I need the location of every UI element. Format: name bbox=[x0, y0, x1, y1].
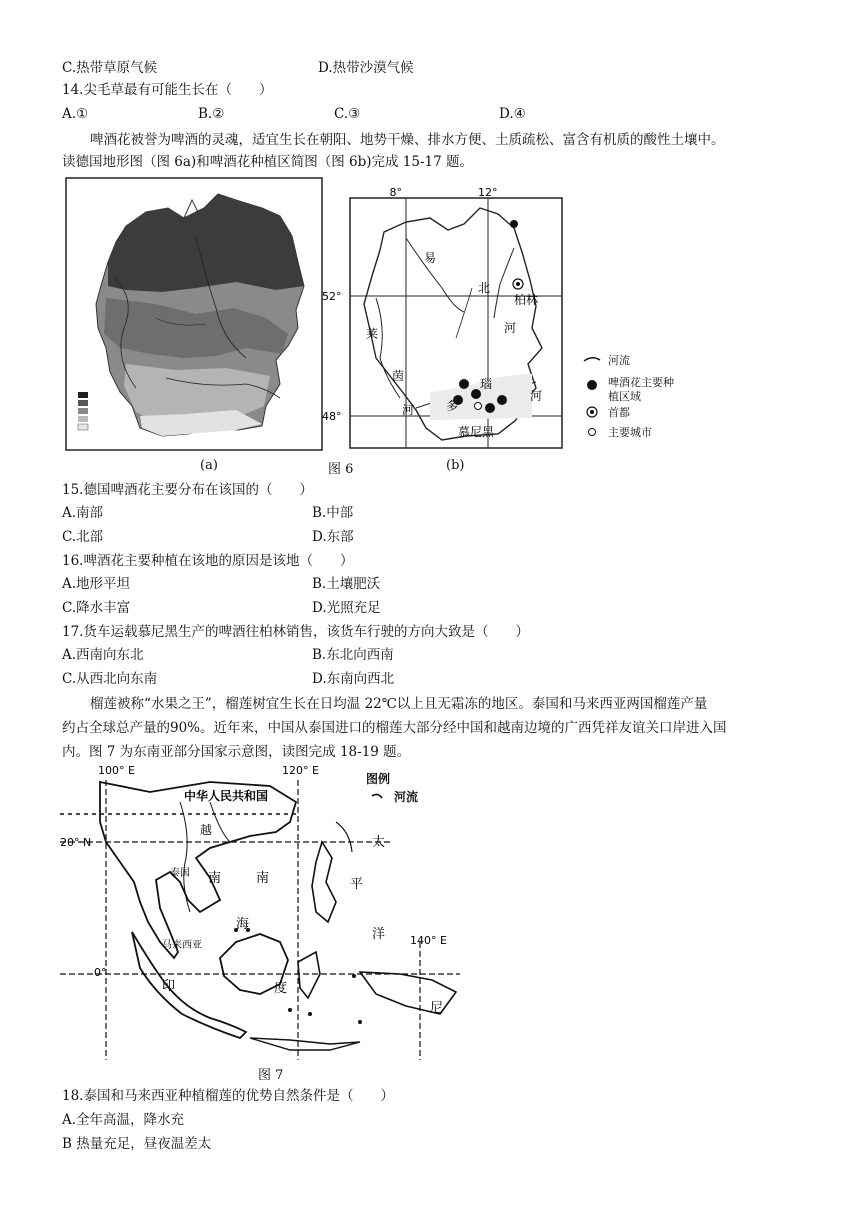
q14-option-d: D.④ bbox=[499, 106, 526, 122]
label-china: 中华人民共和国 bbox=[184, 789, 269, 803]
q17-option-a: A.西南向东北 bbox=[62, 647, 144, 663]
label-elbe-1: 易 bbox=[424, 251, 437, 265]
label-indonesia-3: 尼 bbox=[430, 1001, 444, 1016]
figure-6a-germany-relief-map bbox=[66, 178, 322, 450]
q16-option-a: A.地形平坦 bbox=[62, 576, 131, 592]
q17-option-d: D.东南向西北 bbox=[312, 671, 395, 687]
q14-option-c: C.③ bbox=[334, 106, 361, 122]
city-legend-icon bbox=[589, 429, 596, 436]
q18-option-b: B 热量充足，昼夜温差太 bbox=[62, 1136, 212, 1152]
munich-city-marker bbox=[475, 403, 482, 410]
legend-hops-label: 啤酒花主要种植区域 bbox=[608, 376, 674, 403]
lon-label-8: 8° bbox=[389, 186, 402, 199]
hops-area-marker bbox=[497, 395, 507, 405]
q14-stem: 14.尖毛草最有可能生长在（ ） bbox=[62, 82, 273, 98]
q13-option-d: D.热带沙漠气候 bbox=[318, 60, 414, 76]
q16-option-b: B.土壤肥沃 bbox=[312, 576, 381, 592]
hops-intro-line1: 啤酒花被誉为啤酒的灵魂，适宜生长在朝阳、地势干燥、排水方便、土质疏松、富含有机质的酸性土壤中。 bbox=[90, 132, 725, 148]
figure-6-title: 图 6 bbox=[328, 462, 354, 477]
hops-area-marker bbox=[459, 379, 469, 389]
lon-label-120e: 120° E bbox=[282, 764, 319, 777]
lon-label-12: 12° bbox=[478, 186, 498, 199]
q15-stem: 15.德国啤酒花主要分布在该国的（ ） bbox=[62, 482, 313, 498]
figure-6b-legend bbox=[582, 352, 702, 442]
label-rhine-1: 莱 bbox=[366, 327, 379, 341]
hops-area-marker bbox=[485, 403, 495, 413]
lat-label-52: 52° bbox=[322, 290, 342, 303]
lat-label-48: 48° bbox=[322, 410, 342, 423]
legend-capital-label: 首都 bbox=[608, 406, 630, 419]
durian-intro-line3: 内。图 7 为东南亚部分国家示意图，读图完成 18-19 题。 bbox=[62, 744, 411, 760]
label-malaysia: 马来西亚 bbox=[162, 940, 202, 951]
durian-intro-line1: 榴莲被称“水果之王”，榴莲树宜生长在日均温 22℃以上且无霜冻的地区。泰国和马来西亚两国榴莲产量 bbox=[90, 696, 708, 712]
label-south-china-sea-3: 海 bbox=[236, 917, 250, 932]
q18-option-a: A.全年高温，降水充 bbox=[62, 1112, 185, 1128]
legend-river-label: 河流 bbox=[608, 354, 630, 367]
figure-6b-hops-map bbox=[322, 186, 566, 452]
figure-7-southeast-asia-map bbox=[60, 762, 480, 1060]
q17-stem: 17.货车运载慕尼黑生产的啤酒往柏林销售，该货车行驶的方向大致是（ ） bbox=[62, 624, 529, 640]
label-vietnam: 越 bbox=[200, 823, 213, 837]
label-danube-1: 多 bbox=[446, 399, 459, 413]
label-berlin: 柏林 bbox=[514, 293, 539, 307]
q16-stem: 16.啤酒花主要种植在该地的原因是该地（ ） bbox=[62, 553, 354, 569]
q13-option-c: C.热带草原气候 bbox=[62, 60, 158, 76]
q17-option-c: C.从西北向东南 bbox=[62, 671, 158, 687]
q16-option-c: C.降水丰富 bbox=[62, 600, 131, 616]
q15-option-b: B.中部 bbox=[312, 505, 354, 521]
hops-area-marker bbox=[510, 220, 518, 228]
label-rhine-3: 河 bbox=[402, 403, 415, 417]
q17-option-b: B.东北向西南 bbox=[312, 647, 394, 663]
label-thailand: 泰国 bbox=[170, 868, 190, 879]
lon-label-140e: 140° E bbox=[410, 934, 447, 947]
q14-option-b: B.② bbox=[198, 106, 225, 122]
figure-7-legend-river: 河流 bbox=[394, 790, 419, 804]
hops-intro-line2: 读德国地形图（图 6a)和啤酒花种植区简图（图 6b)完成 15-17 题。 bbox=[62, 154, 473, 170]
label-munich: 慕尼黑 bbox=[458, 425, 495, 439]
hops-area-legend-icon bbox=[587, 380, 597, 390]
label-south-china-sea-2: 南 bbox=[256, 871, 270, 886]
label-rhine-2: 茵 bbox=[392, 369, 405, 383]
q14-option-a: A.① bbox=[62, 106, 89, 122]
label-pacific-3: 洋 bbox=[372, 927, 386, 942]
label-danube-3: 河 bbox=[530, 389, 543, 403]
q18-stem: 18.泰国和马来西亚种植榴莲的优势自然条件是（ ） bbox=[62, 1088, 394, 1104]
label-pacific-1: 太 bbox=[372, 835, 386, 850]
q15-option-a: A.南部 bbox=[62, 505, 104, 521]
legend-city-label: 主要城市 bbox=[608, 426, 652, 439]
river-legend-icon bbox=[584, 358, 600, 361]
river-legend-icon bbox=[370, 790, 394, 804]
label-indonesia-2: 度 bbox=[274, 981, 288, 996]
label-indonesia-1: 印 bbox=[162, 979, 176, 994]
label-pacific-2: 平 bbox=[350, 877, 364, 892]
q15-option-c: C.北部 bbox=[62, 529, 104, 545]
lon-label-100e: 100° E bbox=[98, 764, 135, 777]
durian-intro-line2: 约占全球总产量的90%。近年来，中国从泰国进口的榴莲大部分经中国和越南边境的广西凭祥友谊关口岸进入国 bbox=[62, 720, 727, 736]
q15-option-d: D.东部 bbox=[312, 529, 354, 545]
lat-label-0: 0° bbox=[94, 966, 107, 979]
figure-7-legend-title: 图例 bbox=[366, 772, 391, 786]
figure-7-title: 图 7 bbox=[258, 1068, 284, 1083]
figure-6a-label: (a) bbox=[200, 458, 218, 473]
label-elbe-3: 河 bbox=[504, 321, 517, 335]
label-south-china-sea-1: 南 bbox=[208, 871, 222, 886]
lat-label-20n: 20° N bbox=[60, 836, 92, 849]
figure-6b-label: (b) bbox=[446, 458, 465, 473]
label-elbe-2: 北 bbox=[478, 281, 491, 295]
label-danube-2: 瑙 bbox=[480, 377, 493, 391]
q16-option-d: D.光照充足 bbox=[312, 600, 381, 616]
